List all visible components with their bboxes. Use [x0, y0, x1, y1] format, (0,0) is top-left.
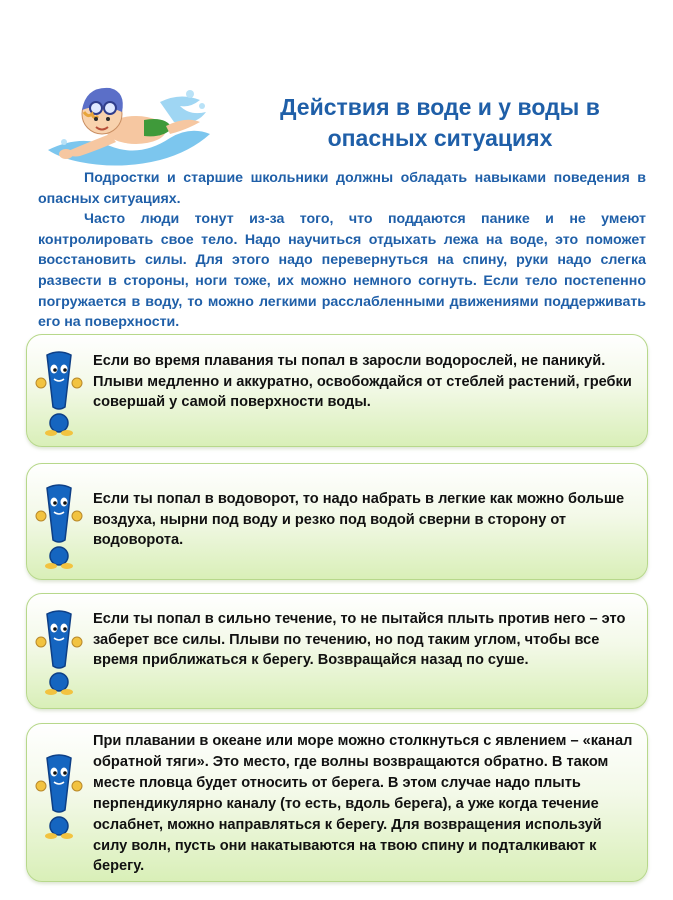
intro-text — [38, 168, 646, 333]
page-title: Действия в воде и у воды в опасных ситуациях — [280, 94, 600, 151]
intro-paragraph: Часто люди тонут из-за того, что поддаются панике и не умеют контролировать свое тело. Надо научиться отдыхать лежа на воде, это поможет восстановить силы. Для этого надо перевернуться на спину, руки надо слегка развести в стороны, ноги тоже, их можно немного согнуть. Если тело постепенно погружается в воду, то можно легкими расслабленными движениями поддерживать его на поверхности. — [38, 211, 646, 331]
tip-text: Если ты попал в водоворот, то надо набрать в легкие как можно больше воздуха, нырни под воду и резко под водой сверни в сторону от водоворота. — [93, 491, 625, 549]
tip-card — [26, 723, 648, 882]
swimmer-illustration — [40, 72, 220, 172]
exclamation-mascot-icon — [35, 608, 83, 696]
intro-paragraph: Подростки и старшие школьники должны обладать навыками поведения в опасных ситуациях. — [38, 170, 646, 207]
tip-card — [26, 593, 648, 709]
tip-text: Если во время плавания ты попал в заросли водорослей, не паникуй. Плыви медленно и аккуратно, освобождайся от стеблей растений, гребки совершай у самой поверхности воды. — [93, 353, 632, 411]
exclamation-mascot-icon — [35, 349, 83, 437]
exclamation-mascot-icon — [35, 482, 83, 570]
tip-card — [26, 463, 648, 580]
exclamation-mascot-icon — [35, 752, 83, 840]
tip-text: Если ты попал в сильно течение, то не пытайся плыть против него – это заберет все силы. Плыви по течению, но под таким углом, чтобы все время приближаться к берегу. Возвращайся назад по суше. — [93, 611, 626, 669]
tip-card — [26, 334, 648, 447]
tip-text: При плавании в океане или море можно столкнуться с явлением – «канал обратной тяги». Это место, где волны возвращаются обратно. В таком месте пловца будет относить от берега. В этом случае надо плыть перпендикулярно каналу (то есть, вдоль берега), а уже когда течение ослабнет, можно направляться к берегу. Для возвращения используй силу волн, пусть они накатываются на твою спину и подталкивают к берегу. — [93, 733, 633, 875]
